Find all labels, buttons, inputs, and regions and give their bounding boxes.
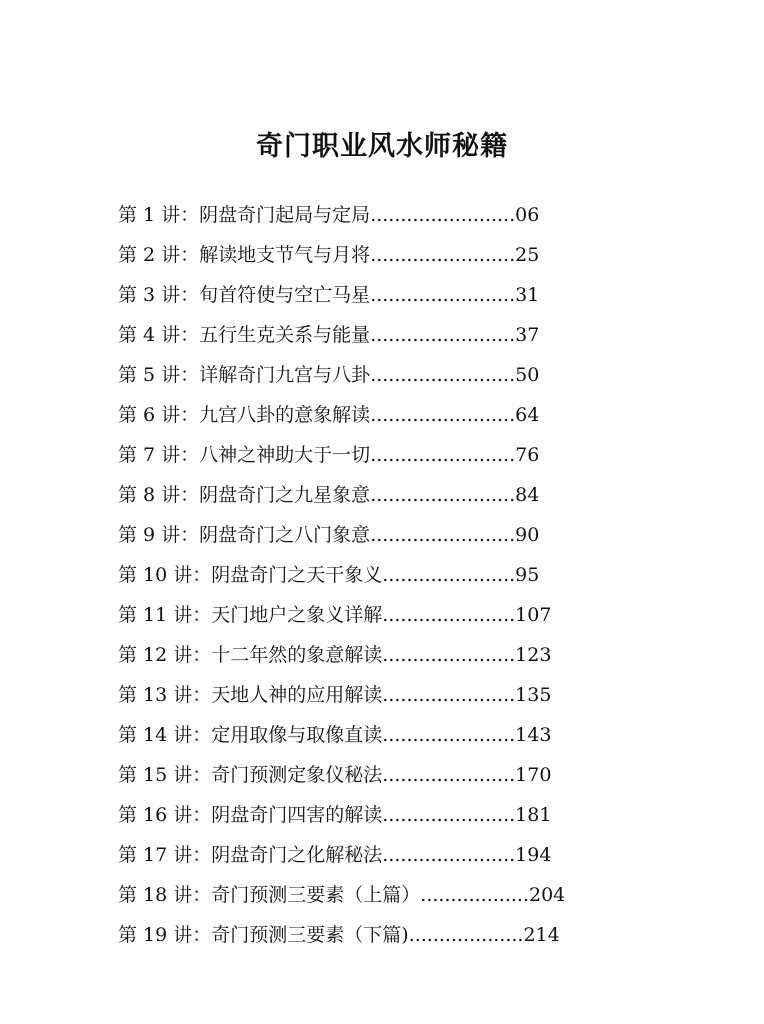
toc-entry xyxy=(118,598,565,638)
toc-entry xyxy=(118,718,565,758)
toc-page-number: 135 xyxy=(515,684,552,706)
toc-topic: 十二年然的象意解读 xyxy=(211,644,383,666)
toc-entry xyxy=(118,838,565,878)
toc-topic: 奇门预测三要素（下篇) xyxy=(211,924,409,946)
toc-entry xyxy=(118,478,565,518)
toc-entry xyxy=(118,558,565,598)
toc-dot-leader: ...................... xyxy=(382,564,516,586)
toc-page-number: 84 xyxy=(515,484,540,506)
toc-lecture-number: 第 15 讲： xyxy=(118,764,212,786)
toc-entry xyxy=(118,438,565,478)
toc-topic: 阴盘奇门之八门象意 xyxy=(199,524,371,546)
toc-lecture-number: 第 1 讲： xyxy=(118,204,200,226)
toc-lecture-number: 第 17 讲： xyxy=(118,844,212,866)
toc-dot-leader: ........................ xyxy=(370,444,516,466)
toc-lecture-number: 第 12 讲： xyxy=(118,644,212,666)
toc-topic: 阴盘奇门之化解秘法 xyxy=(211,844,383,866)
toc-entry xyxy=(118,518,565,558)
toc-topic: 九宫八卦的意象解读 xyxy=(199,404,371,426)
toc-dot-leader: ...................... xyxy=(382,844,516,866)
toc-page-number: 90 xyxy=(515,524,540,546)
toc-lecture-number: 第 2 讲： xyxy=(118,244,200,266)
toc-dot-leader: ........................ xyxy=(370,204,516,226)
toc-entry xyxy=(118,318,565,358)
toc-page-number: 214 xyxy=(523,924,560,946)
toc-page-number: 143 xyxy=(515,724,552,746)
toc-topic: 奇门预测三要素（上篇） xyxy=(211,884,421,906)
toc-page-number: 170 xyxy=(515,764,552,786)
toc-lecture-number: 第 13 讲： xyxy=(118,684,212,706)
toc-lecture-number: 第 18 讲： xyxy=(118,884,212,906)
toc-entry xyxy=(118,918,565,958)
toc-entry xyxy=(118,878,565,918)
toc-topic: 定用取像与取像直读 xyxy=(211,724,383,746)
toc-dot-leader: ........................ xyxy=(370,364,516,386)
toc-topic: 阴盘奇门起局与定局 xyxy=(199,204,371,226)
toc-entry xyxy=(118,678,565,718)
toc-page-number: 204 xyxy=(529,884,566,906)
toc-page-number: 06 xyxy=(515,204,540,226)
toc-page-number: 107 xyxy=(515,604,552,626)
toc-page-number: 25 xyxy=(515,244,540,266)
toc-lecture-number: 第 9 讲： xyxy=(118,524,200,546)
toc-dot-leader: .................. xyxy=(420,884,529,906)
toc-page-number: 123 xyxy=(515,644,552,666)
toc-lecture-number: 第 10 讲： xyxy=(118,564,212,586)
toc-entry xyxy=(118,398,565,438)
toc-entry xyxy=(118,278,565,318)
toc-entry xyxy=(118,798,565,838)
toc-dot-leader: ................... xyxy=(408,924,524,946)
toc-entry xyxy=(118,198,565,238)
toc-dot-leader: ........................ xyxy=(370,244,516,266)
toc-dot-leader: ........................ xyxy=(370,324,516,346)
toc-dot-leader: ........................ xyxy=(370,284,516,306)
toc-lecture-number: 第 19 讲： xyxy=(118,924,212,946)
toc-topic: 五行生克关系与能量 xyxy=(199,324,371,346)
toc-lecture-number: 第 5 讲： xyxy=(118,364,200,386)
toc-page-number: 37 xyxy=(515,324,540,346)
toc-topic: 天地人神的应用解读 xyxy=(211,684,383,706)
toc-dot-leader: ...................... xyxy=(382,804,516,826)
toc-topic: 详解奇门九宫与八卦 xyxy=(199,364,371,386)
toc-lecture-number: 第 3 讲： xyxy=(118,284,200,306)
toc-dot-leader: ...................... xyxy=(382,604,516,626)
toc-lecture-number: 第 16 讲： xyxy=(118,804,212,826)
toc-topic: 奇门预测定象仪秘法 xyxy=(211,764,383,786)
toc-lecture-number: 第 4 讲： xyxy=(118,324,200,346)
toc-topic: 阴盘奇门之天干象义 xyxy=(211,564,383,586)
toc-lecture-number: 第 8 讲： xyxy=(118,484,200,506)
toc-dot-leader: ...................... xyxy=(382,724,516,746)
toc-entry xyxy=(118,358,565,398)
toc-lecture-number: 第 7 讲： xyxy=(118,444,200,466)
toc-page-number: 50 xyxy=(515,364,540,386)
toc-topic: 解读地支节气与月将 xyxy=(199,244,371,266)
toc-page-number: 95 xyxy=(515,564,540,586)
toc-dot-leader: ........................ xyxy=(370,404,516,426)
toc-page-number: 194 xyxy=(515,844,552,866)
toc-page-number: 76 xyxy=(515,444,540,466)
toc-lecture-number: 第 14 讲： xyxy=(118,724,212,746)
table-of-contents xyxy=(118,198,565,958)
toc-entry xyxy=(118,758,565,798)
toc-topic: 八神之神助大于一切 xyxy=(199,444,371,466)
toc-page-number: 64 xyxy=(515,404,540,426)
toc-entry xyxy=(118,238,565,278)
toc-dot-leader: ........................ xyxy=(370,484,516,506)
toc-topic: 旬首符使与空亡马星 xyxy=(199,284,371,306)
toc-dot-leader: ........................ xyxy=(370,524,516,546)
document-title: 奇门职业风水师秘籍 xyxy=(256,131,508,162)
toc-entry xyxy=(118,638,565,678)
toc-dot-leader: ...................... xyxy=(382,764,516,786)
toc-dot-leader: ...................... xyxy=(382,644,516,666)
toc-topic: 天门地户之象义详解 xyxy=(211,604,383,626)
toc-lecture-number: 第 6 讲： xyxy=(118,404,200,426)
toc-topic: 阴盘奇门四害的解读 xyxy=(211,804,383,826)
toc-lecture-number: 第 11 讲： xyxy=(118,604,212,626)
toc-page-number: 31 xyxy=(515,284,540,306)
toc-page-number: 181 xyxy=(515,804,552,826)
toc-topic: 阴盘奇门之九星象意 xyxy=(199,484,371,506)
toc-dot-leader: ...................... xyxy=(382,684,516,706)
